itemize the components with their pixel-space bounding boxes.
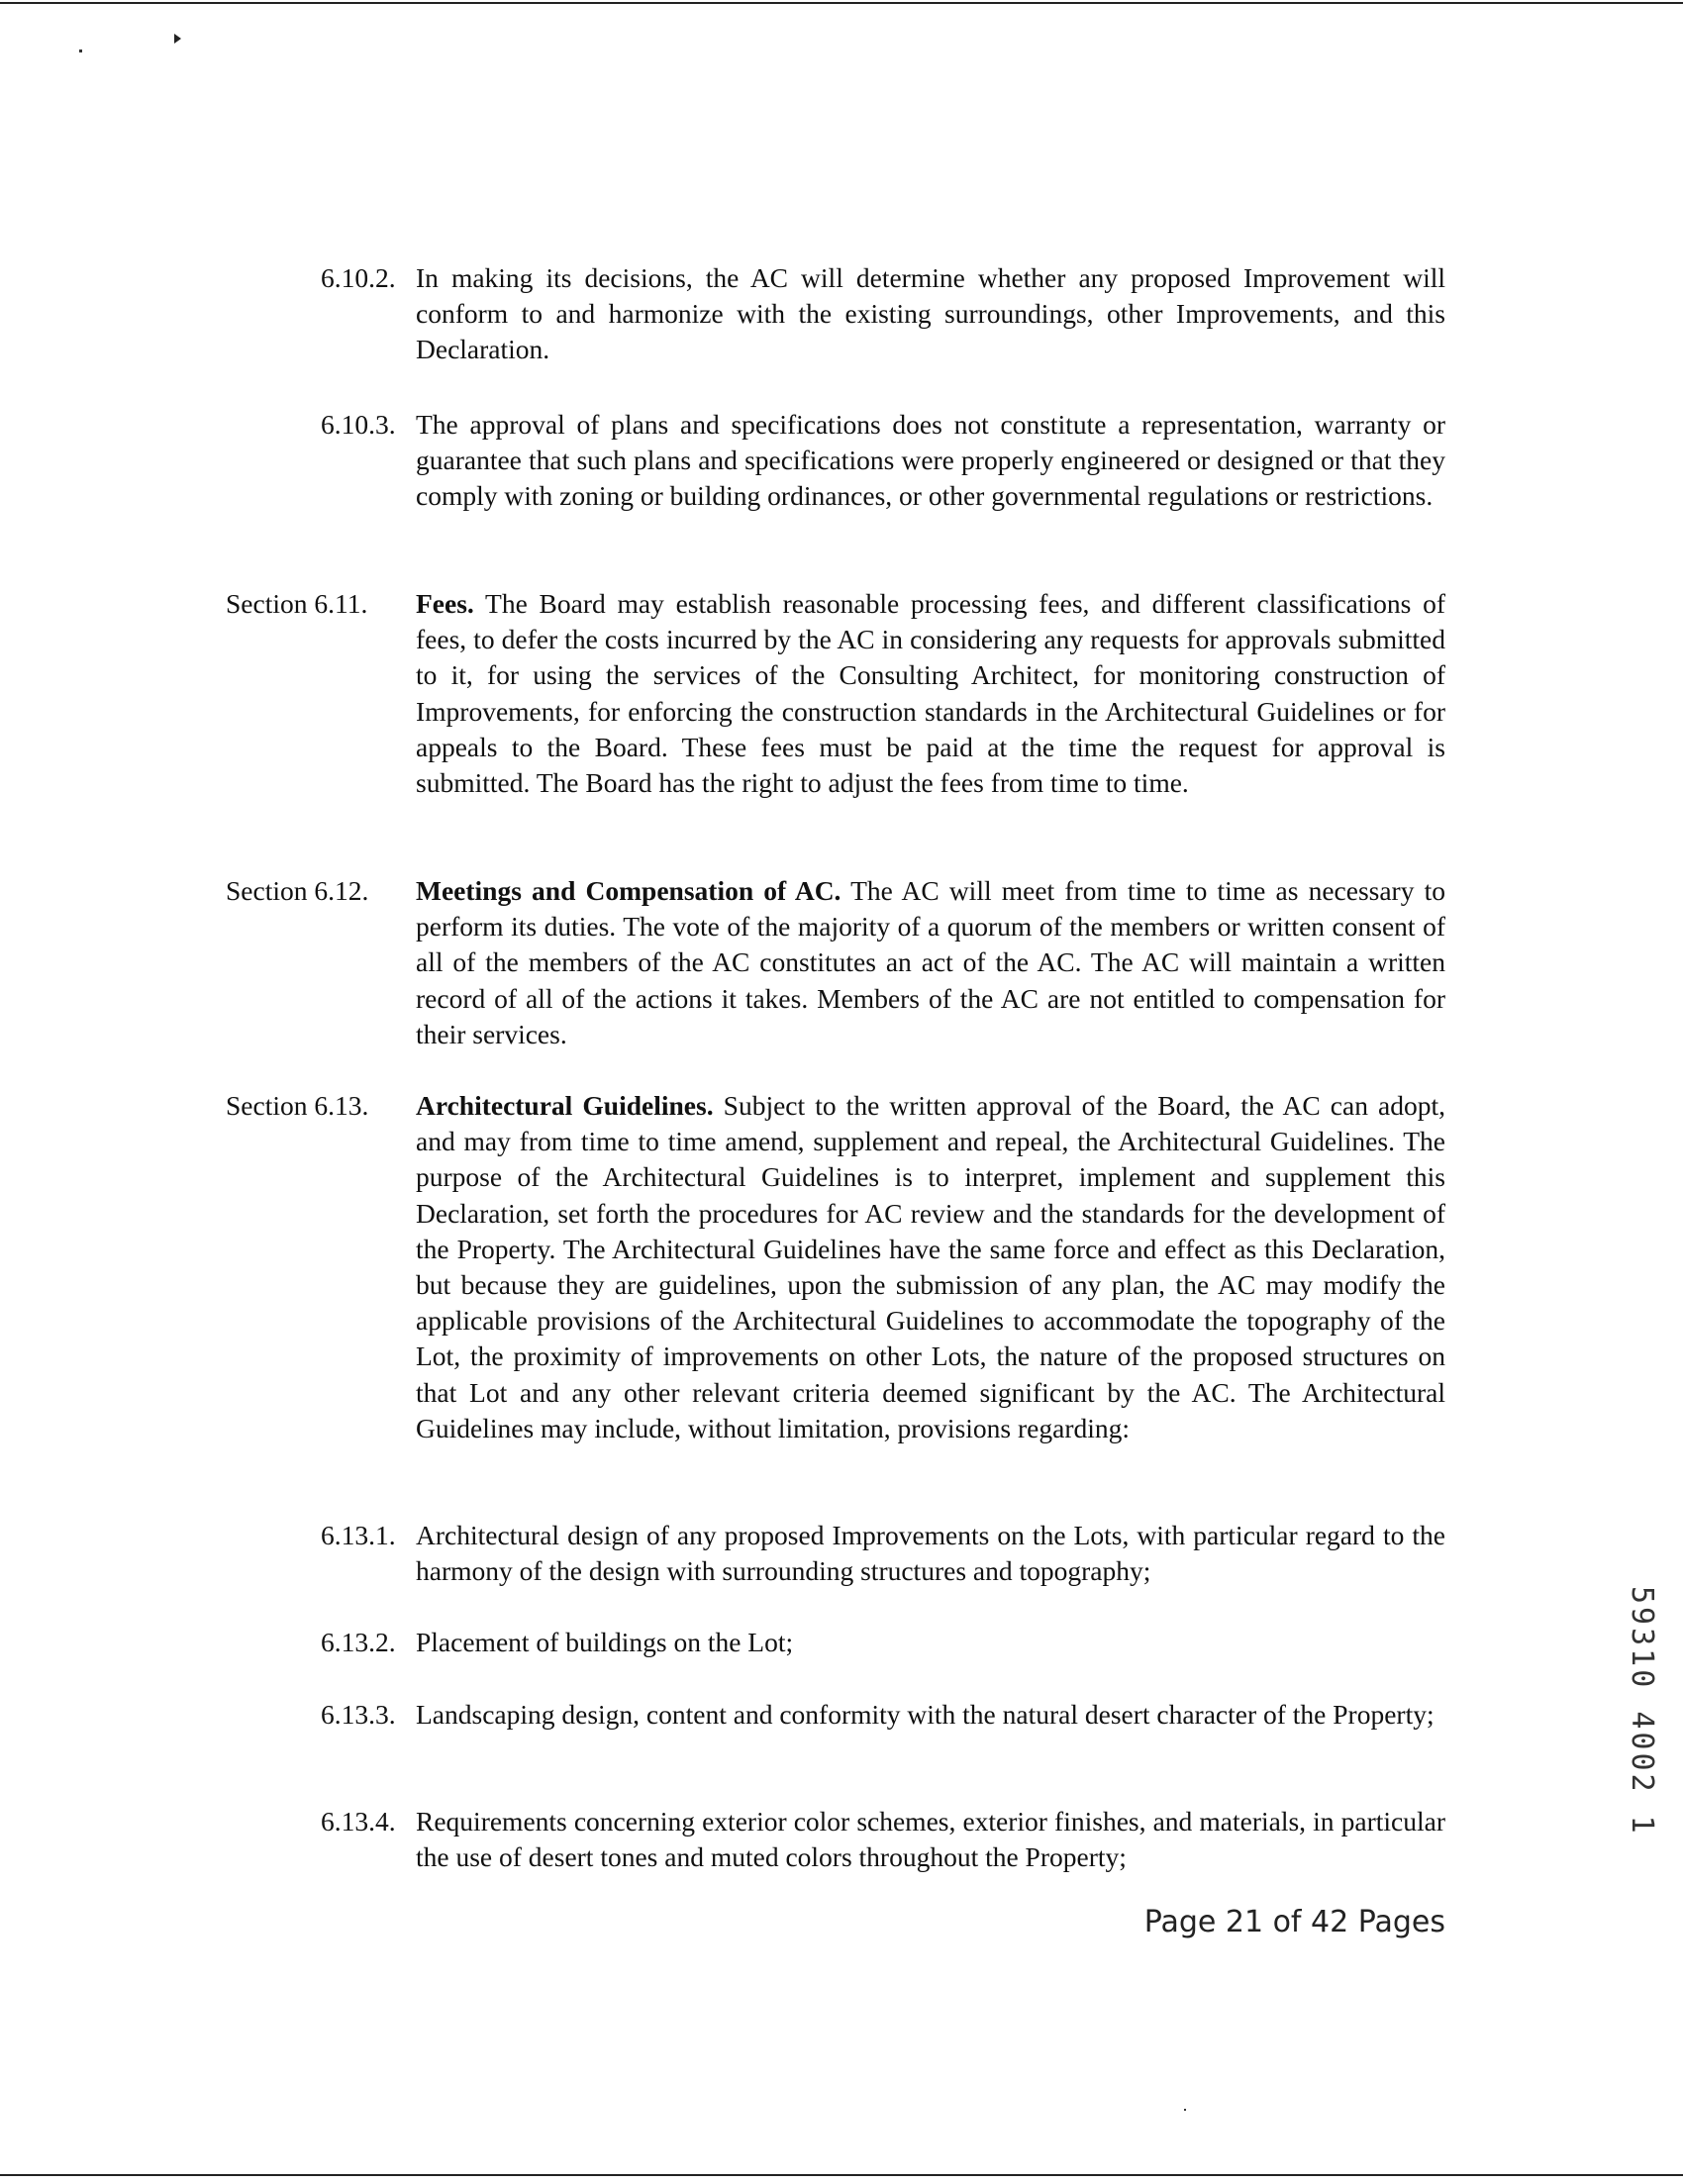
subsection-text: The approval of plans and specifications does not constitute a representation, warranty or guarantee that such plans and specifications were properly engineered or designed or that they comply with zoning or building ordinances, or other governmental regulations or restrictions.	[416, 409, 1445, 512]
section-text: Meetings and Compensation of AC. The AC will meet from time to time as necessary to perform its duties. The vote of the majority of a quorum of the members or written consent of all of the members of the AC constitutes an act of the AC. The AC will maintain a written record of all of the actions it takes. Members of the AC are not entitled to compensation for their services.	[416, 875, 1446, 1049]
subsection-text: In making its decisions, the AC will determine whether any proposed Improvement will conform to and harmonize with the existing surroundings, other Improvements, and this Declaration.	[416, 262, 1445, 365]
scan-arrow-mark	[174, 34, 181, 44]
section-heading: Architectural Guidelines.	[416, 1090, 714, 1121]
section-number: Section 6.13.	[226, 1090, 369, 1121]
section-number: Section 6.12.	[226, 875, 369, 906]
page-number-footer: Page 21 of 42 Pages	[1143, 1905, 1445, 1939]
scan-speck	[79, 50, 82, 52]
section-heading: Fees.	[416, 588, 474, 619]
scan-top-border	[0, 2, 1683, 4]
section-text: Architectural Guidelines. Subject to the written approval of the Board, the AC can adopt, and may from time to time amend, supplement and repeal, the Architectural Guidelines. The purpose of the Architectural Guidelines is to interpret, implement and supplement this Declaration, set forth the procedures for AC review and the standards for the development of the Property. The Architectural Guidelines have the same force and effect as this Declaration, but because they are guidelines, upon the submission of any plan, the AC may modify the applicable provisions of the Architectural Guidelines to accommodate the topography of the Lot, the proximity of improvements on other Lots, the nature of the proposed structures on that Lot and any other relevant criteria deemed significant by the AC. The Architectural Guidelines may include, without limitation, provisions regarding:	[416, 1090, 1446, 1443]
subsection-number: 6.10.3.	[321, 409, 396, 440]
subsection-number: 6.13.3.	[321, 1699, 396, 1730]
subsection-number: 6.13.4.	[321, 1806, 396, 1837]
subsection-text: Placement of buildings on the Lot;	[416, 1627, 794, 1657]
subsection-text: Architectural design of any proposed Improvements on the Lots, with particular regard to the harmony of the design with surrounding structures and topography;	[416, 1520, 1445, 1587]
scan-bottom-border	[0, 2174, 1683, 2176]
scan-speck	[1184, 2109, 1186, 2111]
recording-number-text: 59310 4002 1	[1625, 1586, 1659, 1837]
section-text: Fees. The Board may establish reasonable processing fees, and different classifications of fees, to defer the costs incurred by the AC in considering any requests for approvals submitted to it, for using the services of the Consulting Architect, for monitoring construction of Improvements, for enforcing the construction standards in the Architectural Guidelines or for appeals to the Board. These fees must be paid at the time the request for approval is submitted. The Board has the right to adjust the fees from time to time.	[416, 588, 1445, 799]
subsection-number: 6.13.2.	[321, 1627, 396, 1657]
subsection-text: Landscaping design, content and conformity with the natural desert character of the Property;	[416, 1699, 1435, 1730]
subsection-text: Requirements concerning exterior color schemes, exterior finishes, and materials, in particular the use of desert tones and muted colors throughout the Property;	[416, 1806, 1445, 1873]
section-number: Section 6.11.	[226, 588, 368, 619]
section-heading: Meetings and Compensation of AC.	[416, 875, 842, 906]
recording-number-stamp	[1624, 1586, 1659, 1863]
subsection-number: 6.10.2.	[321, 262, 396, 293]
subsection-number: 6.13.1.	[321, 1520, 396, 1550]
